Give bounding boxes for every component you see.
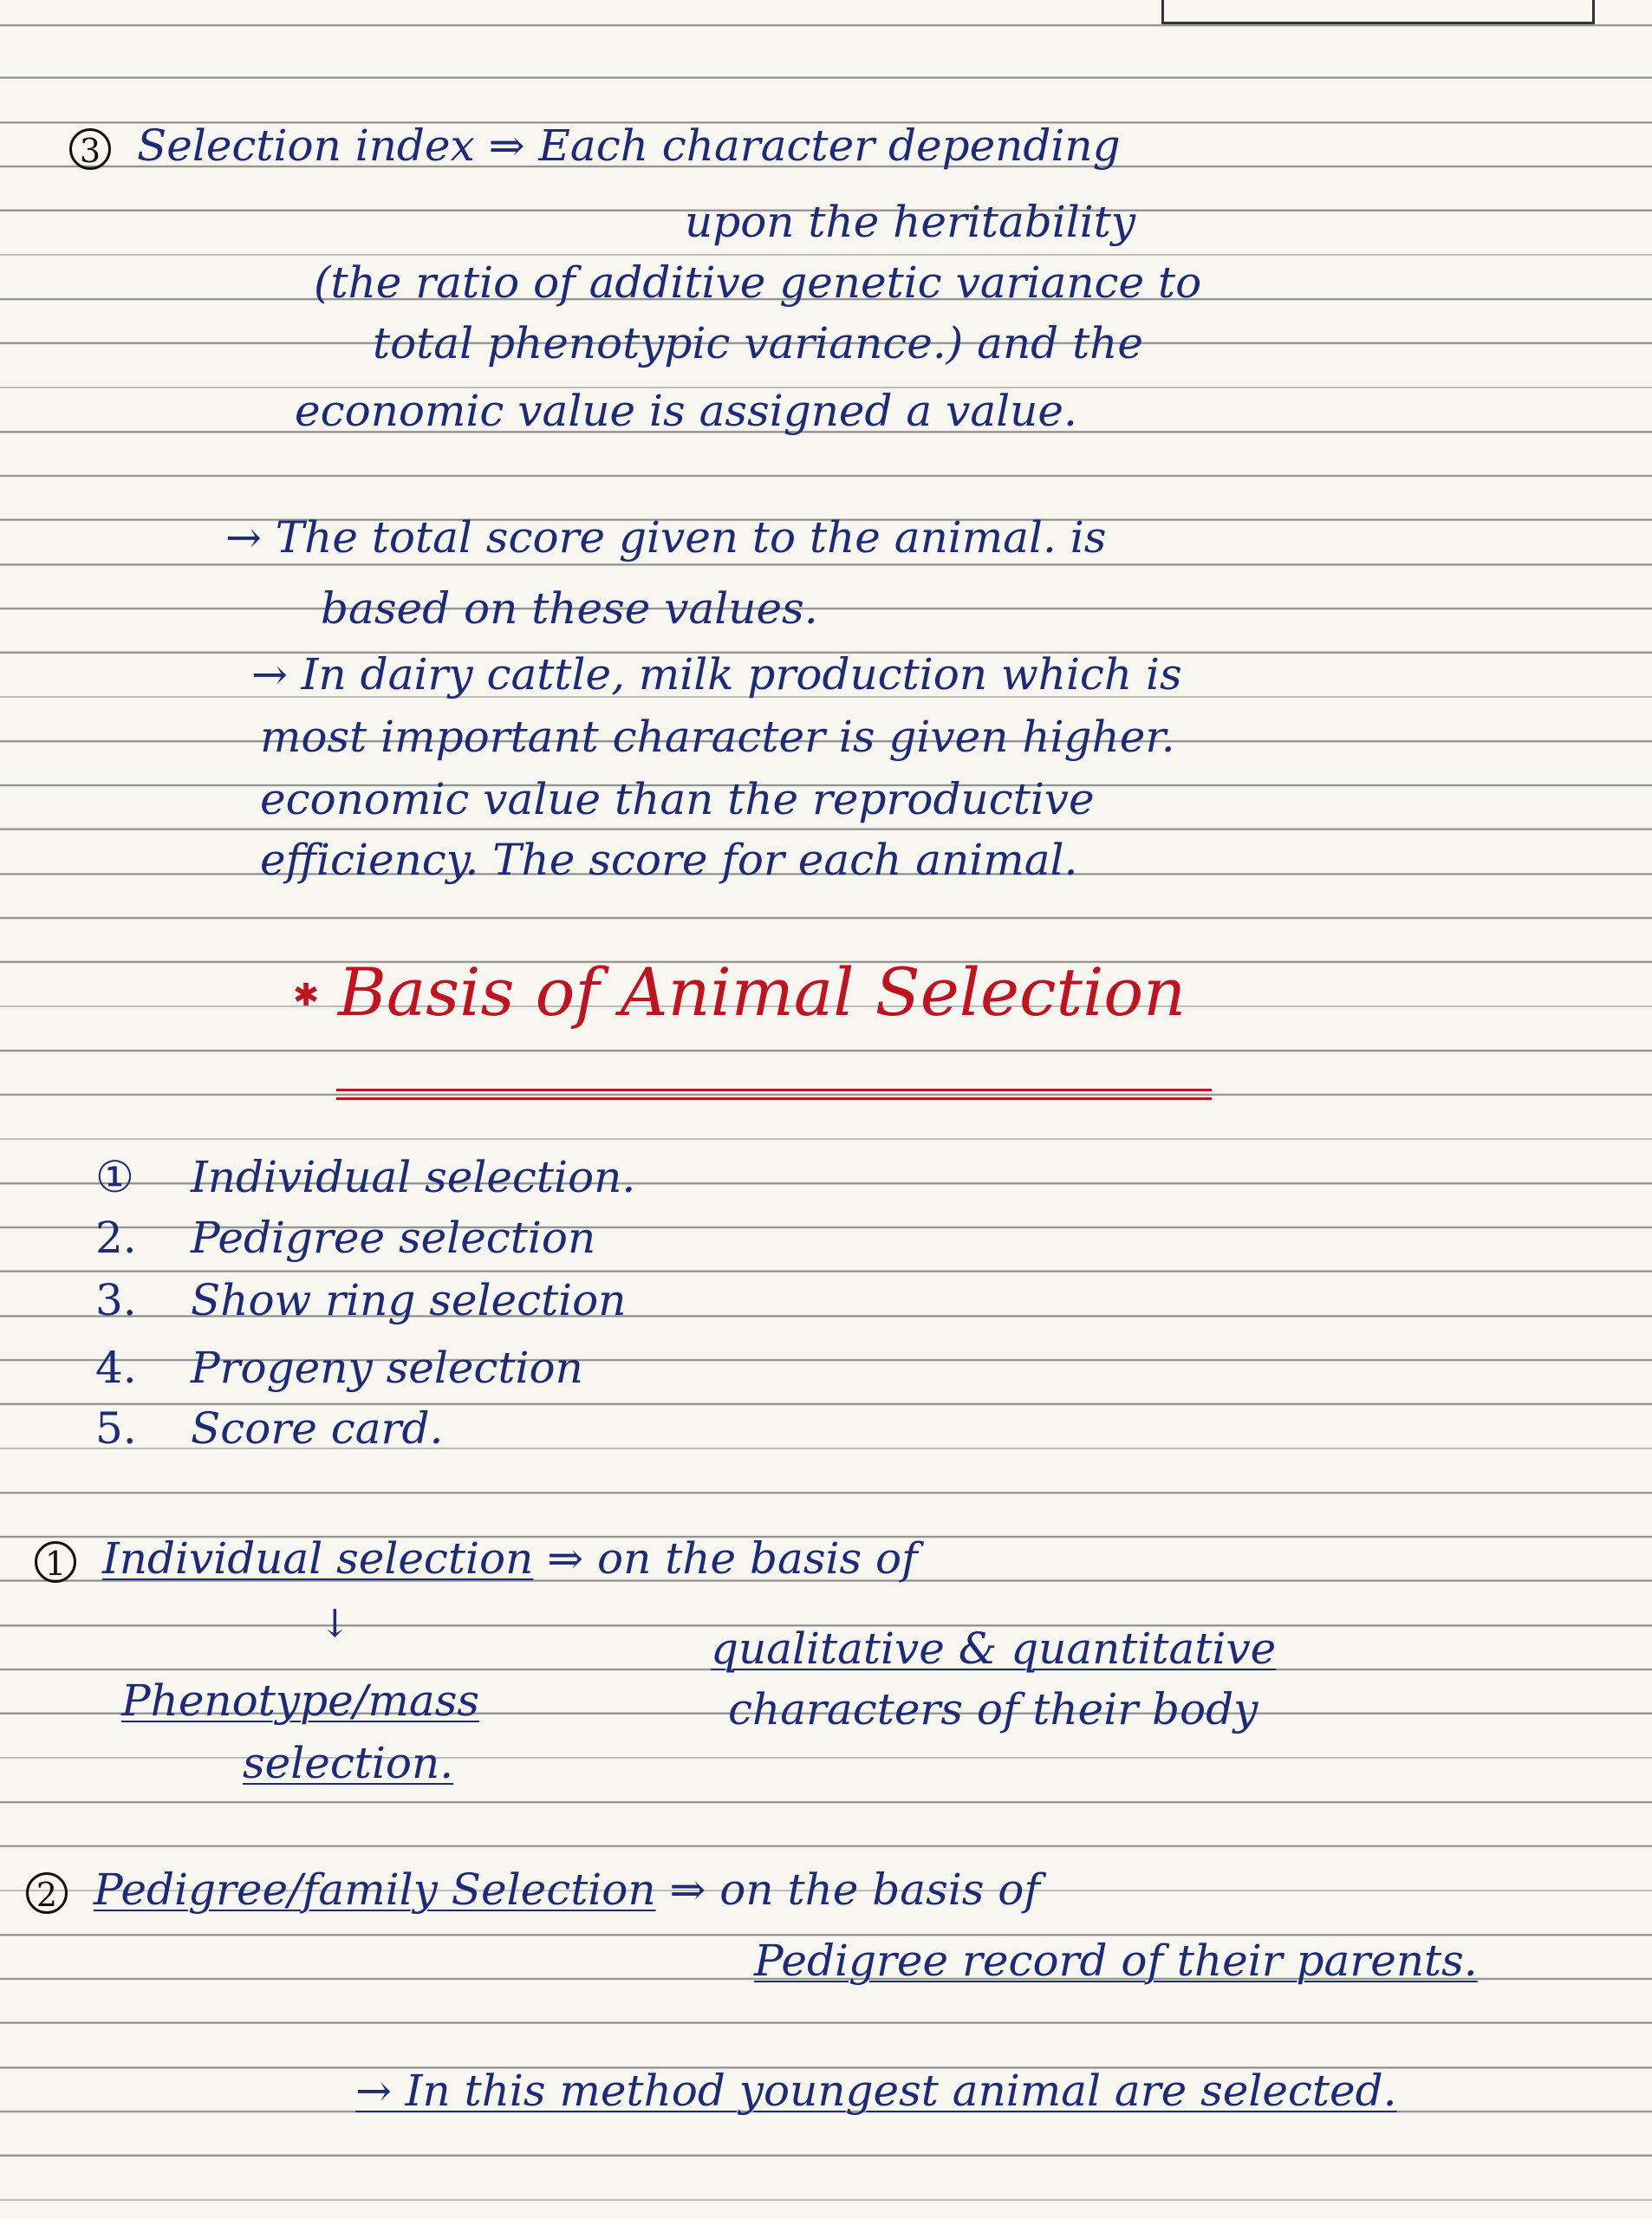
pedigree-selection-line bbox=[26, 1864, 1040, 1916]
individual-selection-line bbox=[35, 1532, 918, 1585]
bullet-1-line-2: based on these values. bbox=[321, 583, 818, 634]
section-number-2: 2 bbox=[26, 1872, 68, 1914]
list-number: 3. bbox=[95, 1275, 137, 1325]
bullet-1-line-1: → The total score given to the animal. is bbox=[225, 512, 1107, 563]
list-item bbox=[95, 1342, 583, 1394]
selection-index-line-4: total phenotypic variance.) and the bbox=[373, 318, 1143, 368]
mass-selection-line: selection. bbox=[243, 1738, 454, 1788]
pedigree-note: → In this method youngest animal are selected. bbox=[355, 2066, 1397, 2116]
individual-rest: ⇒ on the basis of bbox=[547, 1533, 918, 1584]
heading-underline bbox=[336, 1089, 1212, 1091]
section-heading: Basis of Animal Selection bbox=[338, 953, 1187, 1031]
list-item bbox=[95, 1274, 626, 1326]
pedigree-title: Pedigree/family Selection bbox=[94, 1864, 656, 1915]
phenotype-line: Phenotype/mass bbox=[121, 1676, 480, 1726]
section-number-1: 1 bbox=[35, 1541, 76, 1583]
list-item bbox=[95, 1402, 443, 1454]
list-item bbox=[95, 1212, 595, 1264]
section-number-3: 3 bbox=[69, 128, 111, 170]
list-item bbox=[95, 1151, 635, 1203]
text: Selection index ⇒ Each character depending bbox=[137, 120, 1121, 171]
pedigree-record-line: Pedigree record of their parents. bbox=[754, 1936, 1478, 1986]
down-arrow-icon: ↓ bbox=[319, 1602, 351, 1646]
qualitative-line: qualitative & quantitative bbox=[711, 1624, 1277, 1674]
individual-title: Individual selection bbox=[102, 1533, 534, 1584]
selection-index-line-3: (the ratio of additive genetic variance to bbox=[314, 257, 1202, 308]
bullet-2-line-4: efficiency. The score for each animal. bbox=[260, 835, 1078, 885]
heading-underline-2 bbox=[336, 1097, 1212, 1100]
bullet-2-line-3: economic value than the reproductive bbox=[260, 774, 1095, 824]
header-box bbox=[1161, 0, 1595, 24]
selection-index-line-1 bbox=[69, 120, 1121, 172]
list-number: 4. bbox=[95, 1343, 137, 1393]
selection-index-line-5: economic value is assigned a value. bbox=[295, 386, 1077, 436]
list-text: Show ring selection bbox=[191, 1275, 627, 1325]
list-text: Progeny selection bbox=[191, 1343, 583, 1393]
list-text: Individual selection. bbox=[191, 1152, 636, 1202]
selection-index-line-2: upon the heritability bbox=[685, 197, 1136, 247]
pedigree-rest: ⇒ on the basis of bbox=[669, 1864, 1040, 1915]
bullet-2-line-1: → In dairy cattle, milk production which is bbox=[251, 649, 1182, 700]
list-text: Score card. bbox=[191, 1403, 444, 1454]
bullet-2-line-2: most important character is given higher. bbox=[260, 712, 1175, 762]
characters-line: characters of their body bbox=[728, 1684, 1259, 1734]
list-number: 2. bbox=[95, 1213, 137, 1263]
star-icon: ✱ bbox=[293, 978, 320, 1013]
list-text: Pedigree selection bbox=[191, 1213, 596, 1263]
list-number: ① bbox=[95, 1152, 134, 1202]
list-number: 5. bbox=[95, 1403, 137, 1454]
